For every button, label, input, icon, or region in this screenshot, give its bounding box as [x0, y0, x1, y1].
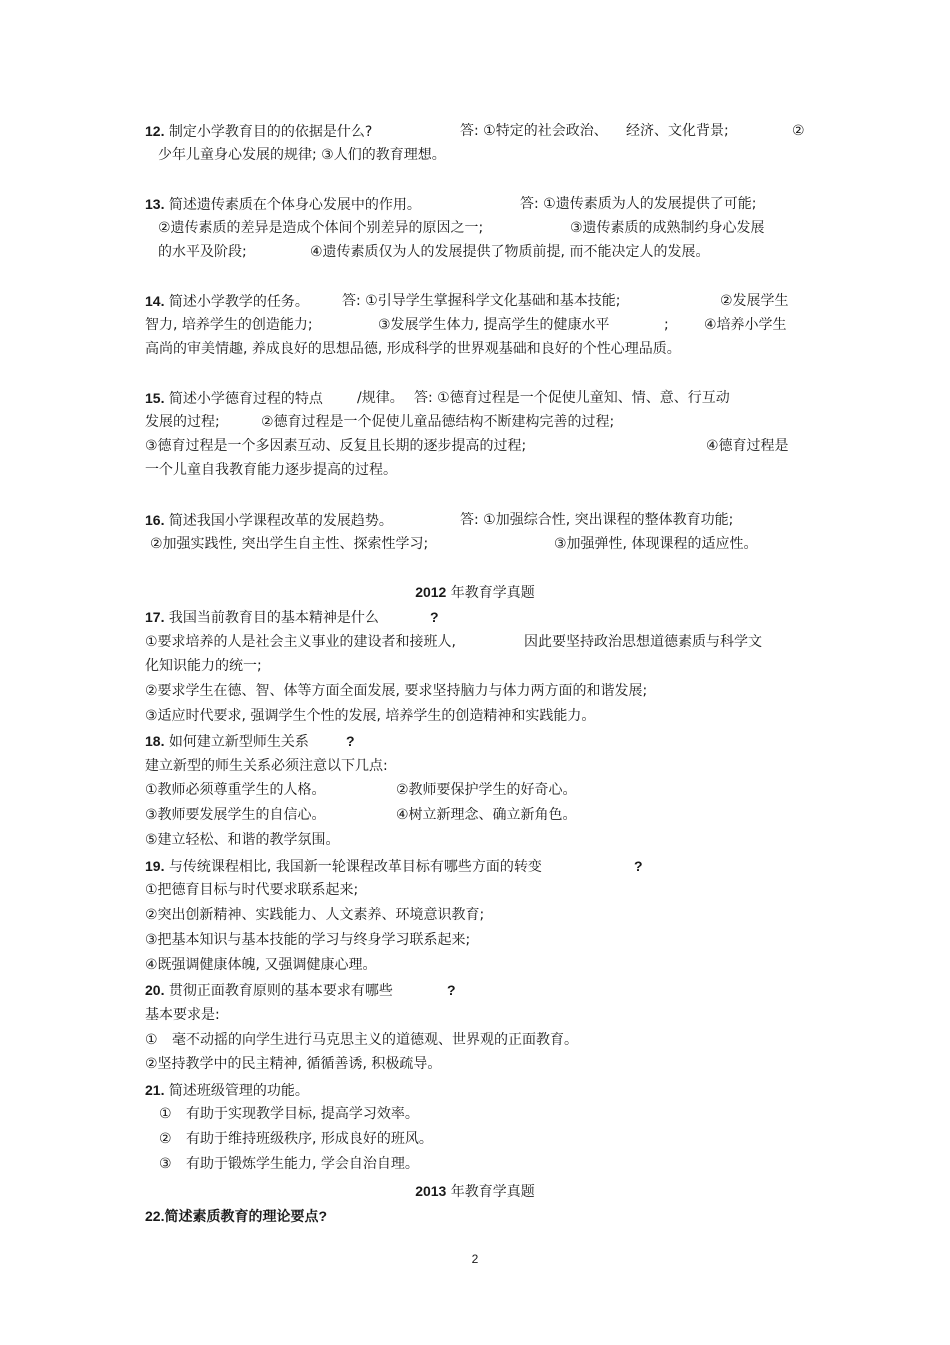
- q21-item-1-mark: ①: [159, 1106, 172, 1122]
- q19-title-line: [145, 856, 542, 877]
- q14-answer-2: ②发展学生: [720, 293, 789, 309]
- q14-line-3: 高尚的审美情趣, 养成良好的思想品德, 形成科学的世界观基础和良好的个性心理品质。: [145, 341, 681, 357]
- q13-question: 简述遗传素质在个体身心发展中的作用。: [168, 197, 421, 213]
- q16-number: 16.: [145, 512, 165, 528]
- page-number: 2: [471, 1252, 479, 1266]
- q18-question-mark: ?: [346, 733, 355, 749]
- q16-line-2b: ③加强弹性, 体现课程的适应性。: [554, 536, 758, 552]
- q15-line-2a: 发展的过程;: [145, 414, 220, 430]
- q18-number: 18.: [145, 733, 165, 749]
- q13-line-1: [145, 194, 421, 215]
- q17-line-4: ③适应时代要求, 强调学生个性的发展, 培养学生的创造精神和实践能力。: [145, 708, 596, 724]
- q12-line-1: [145, 121, 372, 142]
- q14-question: 简述小学教学的任务。: [168, 294, 309, 310]
- q21-title-line: [145, 1080, 309, 1101]
- q18-line-4: ⑤建立轻松、和谐的教学氛围。: [145, 832, 340, 848]
- q21-item-2-text: 有助于维持班级秩序, 形成良好的班风。: [186, 1131, 433, 1147]
- q14-line-1: [145, 291, 309, 312]
- q21-item-2-mark: ②: [159, 1131, 172, 1147]
- q19-number: 19.: [145, 858, 165, 874]
- q22-title: 简述素质教育的理论要点?: [164, 1208, 328, 1224]
- q15-line-4: 一个儿童自我教育能力逐步提高的过程。: [145, 462, 397, 478]
- q17-line-1a: ①要求培养的人是社会主义事业的建设者和接班人,: [145, 634, 456, 650]
- q21-number: 21.: [145, 1082, 165, 1098]
- section-heading-2012: [0, 582, 950, 603]
- q20-line-3: ②坚持教学中的民主精神, 循循善诱, 积极疏导。: [145, 1056, 442, 1072]
- q19-line-4: ④既强调健康体魄, 又强调健康心理。: [145, 957, 377, 973]
- section-heading-2013: [0, 1181, 950, 1202]
- q12-answer-2: 经济、文化背景;: [626, 123, 729, 139]
- q12-question: 制定小学教育目的的依据是什么?: [168, 124, 373, 140]
- q16-question: 简述我国小学课程改革的发展趋势。: [168, 513, 393, 529]
- q15-line-3a: ③德育过程是一个多因素互动、反复且长期的逐步提高的过程;: [145, 438, 527, 454]
- q15-line-2b: ②德育过程是一个促使儿童品德结构不断建构完善的过程;: [261, 414, 615, 430]
- q18-line-1: 建立新型的师生关系必须注意以下几点:: [145, 758, 388, 774]
- q21-item-3-mark: ③: [159, 1156, 172, 1172]
- q13-line-2a: ②遗传素质的差异是造成个体间个别差异的原因之一;: [158, 220, 484, 236]
- q18-title-line: [145, 731, 309, 752]
- q20-title: 贯彻正面教育原则的基本要求有哪些: [168, 983, 393, 999]
- q17-question-mark: ?: [430, 609, 439, 625]
- q19-title: 与传统课程相比, 我国新一轮课程改革目标有哪些方面的转变: [168, 859, 542, 875]
- q18-line-3a: ③教师要发展学生的自信心。: [145, 807, 326, 823]
- q17-line-2: 化知识能力的统一;: [145, 658, 262, 674]
- q17-line-3: ②要求学生在德、智、体等方面全面发展, 要求坚持脑力与体力两方面的和谐发展;: [145, 683, 648, 699]
- q12-line-2: 少年儿童身心发展的规律; ③人们的教育理想。: [158, 147, 446, 163]
- q14-line-2b: ③发展学生体力, 提高学生的健康水平: [378, 317, 610, 333]
- q20-number: 20.: [145, 982, 165, 998]
- q18-line-3b: ④树立新理念、确立新角色。: [396, 807, 577, 823]
- q20-title-line: [145, 980, 393, 1001]
- q14-number: 14.: [145, 293, 165, 309]
- q21-title: 简述班级管理的功能。: [168, 1083, 309, 1099]
- q21-item-1-text: 有助于实现教学目标, 提高学习效率。: [186, 1106, 419, 1122]
- q15-question: 简述小学德育过程的特点: [168, 391, 323, 407]
- q15-number: 15.: [145, 390, 165, 406]
- q13-line-2b: ③遗传素质的成熟制约身心发展: [570, 220, 765, 236]
- q20-line-2-mark: ①: [145, 1032, 158, 1048]
- q18-line-2b: ②教师要保护学生的好奇心。: [396, 782, 577, 798]
- q14-answer-1: 答: ①引导学生掌握科学文化基础和基本技能;: [342, 293, 621, 309]
- q22-number: 22.: [145, 1208, 165, 1224]
- q19-line-1: ①把德育目标与时代要求联系起来;: [145, 882, 359, 898]
- q15-question-2: /规律。: [357, 390, 404, 406]
- q18-line-2a: ①教师必须尊重学生的人格。: [145, 782, 326, 798]
- q13-number: 13.: [145, 196, 165, 212]
- q20-line-1: 基本要求是:: [145, 1007, 220, 1023]
- q16-answer-1: 答: ①加强综合性, 突出课程的整体教育功能;: [460, 512, 734, 528]
- q15-line-1: [145, 388, 323, 409]
- q17-title: 我国当前教育目的基本精神是什么: [168, 610, 379, 626]
- heading-2012-text: 年教育学真题: [450, 585, 535, 601]
- q17-title-line: [145, 607, 379, 628]
- q15-line-3b: ④德育过程是: [706, 438, 789, 454]
- q19-question-mark: ?: [634, 858, 643, 874]
- q13-answer-1: 答: ①遗传素质为人的发展提供了可能;: [520, 196, 757, 212]
- q12-answer-1: 答: ①特定的社会政治、: [460, 123, 608, 139]
- q16-line-1: [145, 510, 393, 531]
- heading-2013-year: 2013: [415, 1183, 447, 1199]
- q21-item-3-text: 有助于锻炼学生能力, 学会自治自理。: [186, 1156, 419, 1172]
- heading-2012-year: 2012: [415, 584, 447, 600]
- q13-line-3a: 的水平及阶段;: [158, 244, 247, 260]
- q22-title-line: [145, 1206, 327, 1227]
- q19-line-2: ②突出创新精神、实践能力、人文素养、环境意识教育;: [145, 907, 485, 923]
- q19-line-3: ③把基本知识与基本技能的学习与终身学习联系起来;: [145, 932, 471, 948]
- q12-number: 12.: [145, 123, 165, 139]
- q16-line-2a: ②加强实践性, 突出学生自主性、探索性学习;: [150, 536, 429, 552]
- q15-answer-1: 答: ①德育过程是一个促使儿童知、情、意、行互动: [414, 390, 730, 406]
- q14-line-2a: 智力, 培养学生的创造能力;: [145, 317, 313, 333]
- q20-question-mark: ?: [447, 982, 456, 998]
- q18-title: 如何建立新型师生关系: [168, 734, 309, 750]
- q14-line-2c: ;: [664, 317, 669, 333]
- q17-line-1b: 因此要坚持政治思想道德素质与科学文: [524, 634, 762, 650]
- q13-line-3b: ④遗传素质仅为人的发展提供了物质前提, 而不能决定人的发展。: [310, 244, 710, 260]
- heading-2013-text: 年教育学真题: [450, 1184, 535, 1200]
- q17-number: 17.: [145, 609, 165, 625]
- q14-line-2d: ④培养小学生: [704, 317, 787, 333]
- q12-answer-3: ②: [792, 123, 805, 139]
- q20-line-2: 毫不动摇的向学生进行马克思主义的道德观、世界观的正面教育。: [172, 1032, 578, 1048]
